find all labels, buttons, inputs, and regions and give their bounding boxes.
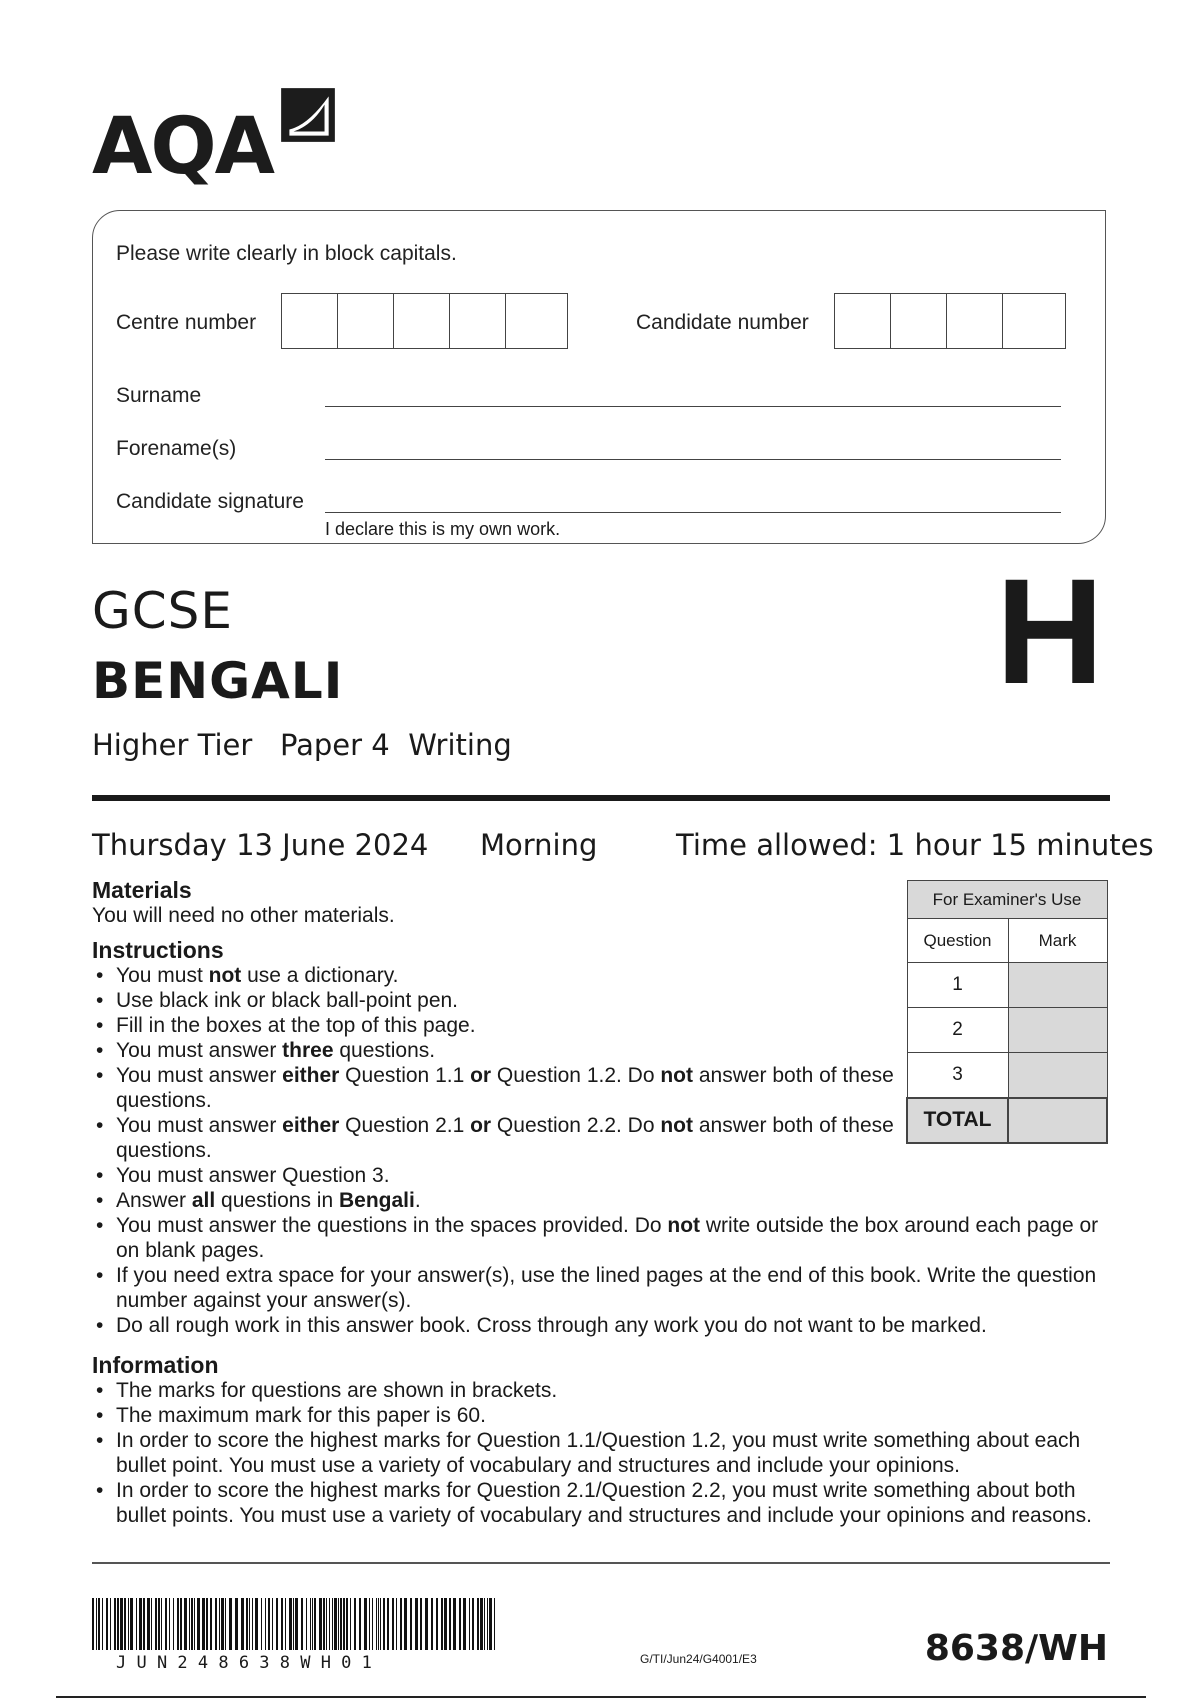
tier-label: Higher Tier bbox=[92, 728, 253, 762]
barcode-bar bbox=[130, 1598, 133, 1650]
barcode-bar bbox=[306, 1598, 307, 1650]
barcode-bar bbox=[221, 1598, 224, 1650]
mark-column-header: Mark bbox=[1008, 919, 1107, 963]
instructions-heading: Instructions bbox=[92, 937, 224, 963]
barcode-bar bbox=[295, 1598, 298, 1650]
barcode-bar bbox=[334, 1598, 337, 1650]
barcode-bar bbox=[235, 1598, 238, 1650]
barcode-bar bbox=[202, 1598, 205, 1650]
total-label: TOTAL bbox=[907, 1098, 1008, 1143]
barcode-bar bbox=[215, 1598, 217, 1650]
barcode-bar bbox=[378, 1598, 379, 1650]
centre-number-digit[interactable] bbox=[338, 294, 394, 348]
barcode-bar bbox=[383, 1598, 385, 1650]
centre-number-digit[interactable] bbox=[394, 294, 450, 348]
barcode-bar bbox=[380, 1598, 381, 1650]
question-number: 3 bbox=[907, 1053, 1008, 1098]
barcode-bar bbox=[350, 1598, 351, 1650]
barcode-bar bbox=[301, 1598, 303, 1650]
centre-number-label: Centre number bbox=[116, 311, 257, 334]
barcode-bar bbox=[410, 1598, 412, 1650]
barcode-bar bbox=[415, 1598, 418, 1650]
barcode-bar bbox=[246, 1598, 248, 1650]
examiners-use-table bbox=[906, 880, 1108, 1144]
barcode-bar bbox=[319, 1598, 322, 1650]
barcode-bar bbox=[241, 1598, 244, 1650]
barcode-bar bbox=[177, 1598, 179, 1650]
barcode-bar bbox=[449, 1598, 451, 1650]
materials-heading: Materials bbox=[92, 877, 192, 903]
title-divider bbox=[92, 795, 1110, 801]
list-item: • You must answer Question 3. bbox=[92, 1163, 1122, 1188]
barcode-bar bbox=[117, 1598, 119, 1650]
block-capitals-instruction: Please write clearly in block capitals. bbox=[116, 242, 457, 265]
list-item: • You must answer either Question 2.1 or Question 2.2. Do not answer both of these questions. bbox=[92, 1113, 896, 1163]
list-item: • You must answer the questions in the spaces provided. Do not write outside the box around each page or on blank pages. bbox=[92, 1213, 1122, 1263]
surname-field[interactable] bbox=[325, 406, 1061, 407]
tier-letter: H bbox=[995, 547, 1104, 715]
barcode-bar bbox=[329, 1598, 330, 1650]
candidate-number-digit[interactable] bbox=[1003, 294, 1059, 348]
list-item: • Use black ink or black ball-point pen. bbox=[92, 988, 896, 1013]
barcode-bar bbox=[387, 1598, 389, 1650]
barcode-bar bbox=[372, 1598, 373, 1650]
paper-code: 8638/WH bbox=[924, 1628, 1108, 1669]
barcode-bar bbox=[268, 1598, 270, 1650]
barcode-bar bbox=[191, 1598, 193, 1650]
barcode-bar bbox=[136, 1598, 137, 1650]
barcode-bar bbox=[312, 1598, 313, 1650]
barcode-bar bbox=[114, 1598, 116, 1650]
barcode-bar bbox=[364, 1598, 367, 1650]
barcode-bar bbox=[487, 1598, 488, 1650]
barcode-bar bbox=[189, 1598, 190, 1650]
information-list bbox=[92, 1378, 1122, 1528]
list-item: • You must answer three questions. bbox=[92, 1038, 896, 1063]
barcode-bar bbox=[225, 1598, 226, 1650]
barcode-bar bbox=[472, 1598, 474, 1650]
barcode-bar bbox=[249, 1598, 250, 1650]
declaration-text: I declare this is my own work. bbox=[325, 519, 561, 539]
barcode-bar bbox=[400, 1598, 402, 1650]
list-item: • Answer all questions in Bengali. bbox=[92, 1188, 1122, 1213]
barcode-bar bbox=[184, 1598, 187, 1650]
question-column-header: Question bbox=[907, 919, 1008, 963]
barcode-bar bbox=[369, 1598, 370, 1650]
centre-number-digit[interactable] bbox=[506, 294, 562, 348]
forenames-label: Forename(s) bbox=[116, 437, 237, 460]
barcode-bar bbox=[494, 1598, 495, 1650]
barcode-bar bbox=[431, 1598, 433, 1650]
list-item: • In order to score the highest marks for Question 2.1/Question 2.2, you must write something about both bullet points. You must use a variety of vocabulary and structures and include your opinions and reasons. bbox=[92, 1478, 1122, 1528]
barcode-bar bbox=[340, 1598, 342, 1650]
barcode-bar bbox=[155, 1598, 157, 1650]
barcode-bar bbox=[229, 1598, 232, 1650]
barcode-bar bbox=[484, 1598, 485, 1650]
mark-cell bbox=[1008, 1053, 1107, 1098]
barcode-bar bbox=[343, 1598, 345, 1650]
mark-cell bbox=[1008, 963, 1107, 1008]
centre-number-digit[interactable] bbox=[450, 294, 506, 348]
footer-divider bbox=[92, 1562, 1110, 1564]
barcode-bar bbox=[359, 1598, 361, 1650]
barcode-bar bbox=[143, 1598, 145, 1650]
barcode-bar bbox=[120, 1598, 123, 1650]
barcode-bar bbox=[459, 1598, 461, 1650]
aqa-flag-icon bbox=[277, 84, 339, 146]
barcode-bar bbox=[194, 1598, 195, 1650]
barcode bbox=[92, 1598, 502, 1654]
list-item: • You must not use a dictionary. bbox=[92, 963, 896, 988]
barcode-bar bbox=[463, 1598, 466, 1650]
paper-details bbox=[92, 728, 512, 762]
barcode-bar bbox=[392, 1598, 394, 1650]
barcode-bar bbox=[326, 1598, 327, 1650]
mark-cell bbox=[1008, 1008, 1107, 1053]
barcode-bar bbox=[265, 1598, 266, 1650]
question-number: 1 bbox=[907, 963, 1008, 1008]
barcode-bar bbox=[102, 1598, 103, 1650]
exam-session: Morning bbox=[480, 828, 598, 862]
candidate-number-digit[interactable] bbox=[835, 294, 891, 348]
candidate-number-digit[interactable] bbox=[891, 294, 947, 348]
barcode-bar bbox=[489, 1598, 492, 1650]
centre-number-digit[interactable] bbox=[282, 294, 338, 348]
barcode-bar bbox=[219, 1598, 220, 1650]
barcode-bar bbox=[98, 1598, 100, 1650]
barcode-bar bbox=[110, 1598, 111, 1650]
barcode-bar bbox=[346, 1598, 348, 1650]
list-item: • The marks for questions are shown in brackets. bbox=[92, 1378, 1122, 1403]
barcode-bar bbox=[206, 1598, 208, 1650]
list-item: • In order to score the highest marks for Question 1.1/Question 1.2, you must write something about each bullet point. You must use a variety of vocabulary and structures and include your opinions. bbox=[92, 1428, 1122, 1478]
logo-text: AQA bbox=[92, 102, 274, 192]
barcode-bar bbox=[92, 1598, 94, 1650]
barcode-bar bbox=[158, 1598, 160, 1650]
signature-label: Candidate signature bbox=[116, 490, 304, 513]
question-number: 2 bbox=[907, 1008, 1008, 1053]
barcode-bar bbox=[376, 1598, 377, 1650]
barcode-bar bbox=[165, 1598, 167, 1650]
list-item: • The maximum mark for this paper is 60. bbox=[92, 1403, 1122, 1428]
barcode-bar bbox=[314, 1598, 316, 1650]
barcode-bar bbox=[332, 1598, 333, 1650]
barcode-bar bbox=[261, 1598, 262, 1650]
candidate-number-digit[interactable] bbox=[947, 294, 1003, 348]
barcode-bar bbox=[425, 1598, 428, 1650]
barcode-bar bbox=[180, 1598, 182, 1650]
centre-number-boxes[interactable] bbox=[281, 293, 568, 349]
barcode-bar bbox=[444, 1598, 447, 1650]
forenames-field[interactable] bbox=[325, 459, 1061, 460]
list-item: • If you need extra space for your answer(s), use the lined pages at the end of this book. Write the question number against your answer(s). bbox=[92, 1263, 1122, 1313]
list-item: • Do all rough work in this answer book. Cross through any work you do not want to be marked. bbox=[92, 1313, 1122, 1338]
surname-label: Surname bbox=[116, 384, 202, 407]
barcode-bar bbox=[197, 1598, 200, 1650]
list-item: • You must answer either Question 1.1 or Question 1.2. Do not answer both of these questions. bbox=[92, 1063, 896, 1113]
barcode-bar bbox=[252, 1598, 253, 1650]
barcode-bar bbox=[173, 1598, 174, 1650]
document-reference: G/TI/Jun24/G4001/E3 bbox=[640, 1652, 757, 1666]
barcode-bar bbox=[96, 1598, 97, 1650]
barcode-bar bbox=[161, 1598, 162, 1650]
barcode-bar bbox=[276, 1598, 278, 1650]
barcode-bar bbox=[420, 1598, 422, 1650]
candidate-number-boxes[interactable] bbox=[834, 293, 1066, 349]
barcode-bar bbox=[469, 1598, 470, 1650]
barcode-bar bbox=[151, 1598, 152, 1650]
barcode-bar bbox=[310, 1598, 311, 1650]
subject-title: BENGALI bbox=[92, 652, 344, 710]
barcode-bar bbox=[354, 1598, 356, 1650]
barcode-bar bbox=[272, 1598, 273, 1650]
barcode-bar bbox=[477, 1598, 479, 1650]
barcode-bar bbox=[281, 1598, 283, 1650]
aqa-logo bbox=[92, 86, 339, 192]
barcode-bar bbox=[396, 1598, 397, 1650]
paper-number: Paper 4 bbox=[279, 728, 390, 762]
list-item: • Fill in the boxes at the top of this page. bbox=[92, 1013, 896, 1038]
barcode-bar bbox=[441, 1598, 443, 1650]
barcode-bar bbox=[293, 1598, 294, 1650]
barcode-bar bbox=[289, 1598, 292, 1650]
exam-date: Thursday 13 June 2024 bbox=[92, 828, 429, 862]
signature-field[interactable] bbox=[325, 512, 1061, 513]
candidate-number-label: Candidate number bbox=[636, 311, 809, 334]
barcode-bar bbox=[480, 1598, 483, 1650]
paper-component: Writing bbox=[408, 728, 512, 762]
barcode-bar bbox=[453, 1598, 456, 1650]
barcode-bar bbox=[139, 1598, 142, 1650]
time-allowed: Time allowed: 1 hour 15 minutes bbox=[676, 828, 1154, 862]
barcode-bar bbox=[323, 1598, 325, 1650]
barcode-bar bbox=[128, 1598, 129, 1650]
page-bottom-rule bbox=[56, 1696, 1146, 1698]
barcode-bar bbox=[147, 1598, 150, 1650]
barcode-bar bbox=[210, 1598, 212, 1650]
barcode-bar bbox=[124, 1598, 126, 1650]
barcode-bar bbox=[338, 1598, 339, 1650]
information-heading: Information bbox=[92, 1352, 219, 1378]
total-mark-cell bbox=[1008, 1098, 1107, 1143]
barcode-bar bbox=[404, 1598, 407, 1650]
barcode-bar bbox=[169, 1598, 170, 1650]
barcode-bar bbox=[285, 1598, 286, 1650]
barcode-text: J U N 2 4 8 6 3 8 W H 0 1 bbox=[116, 1653, 372, 1673]
barcode-bar bbox=[436, 1598, 438, 1650]
barcode-bar bbox=[255, 1598, 258, 1650]
qualification-title: GCSE bbox=[92, 582, 233, 640]
barcode-bar bbox=[106, 1598, 108, 1650]
examiners-use-title: For Examiner's Use bbox=[907, 881, 1107, 919]
materials-text: You will need no other materials. bbox=[92, 904, 395, 927]
